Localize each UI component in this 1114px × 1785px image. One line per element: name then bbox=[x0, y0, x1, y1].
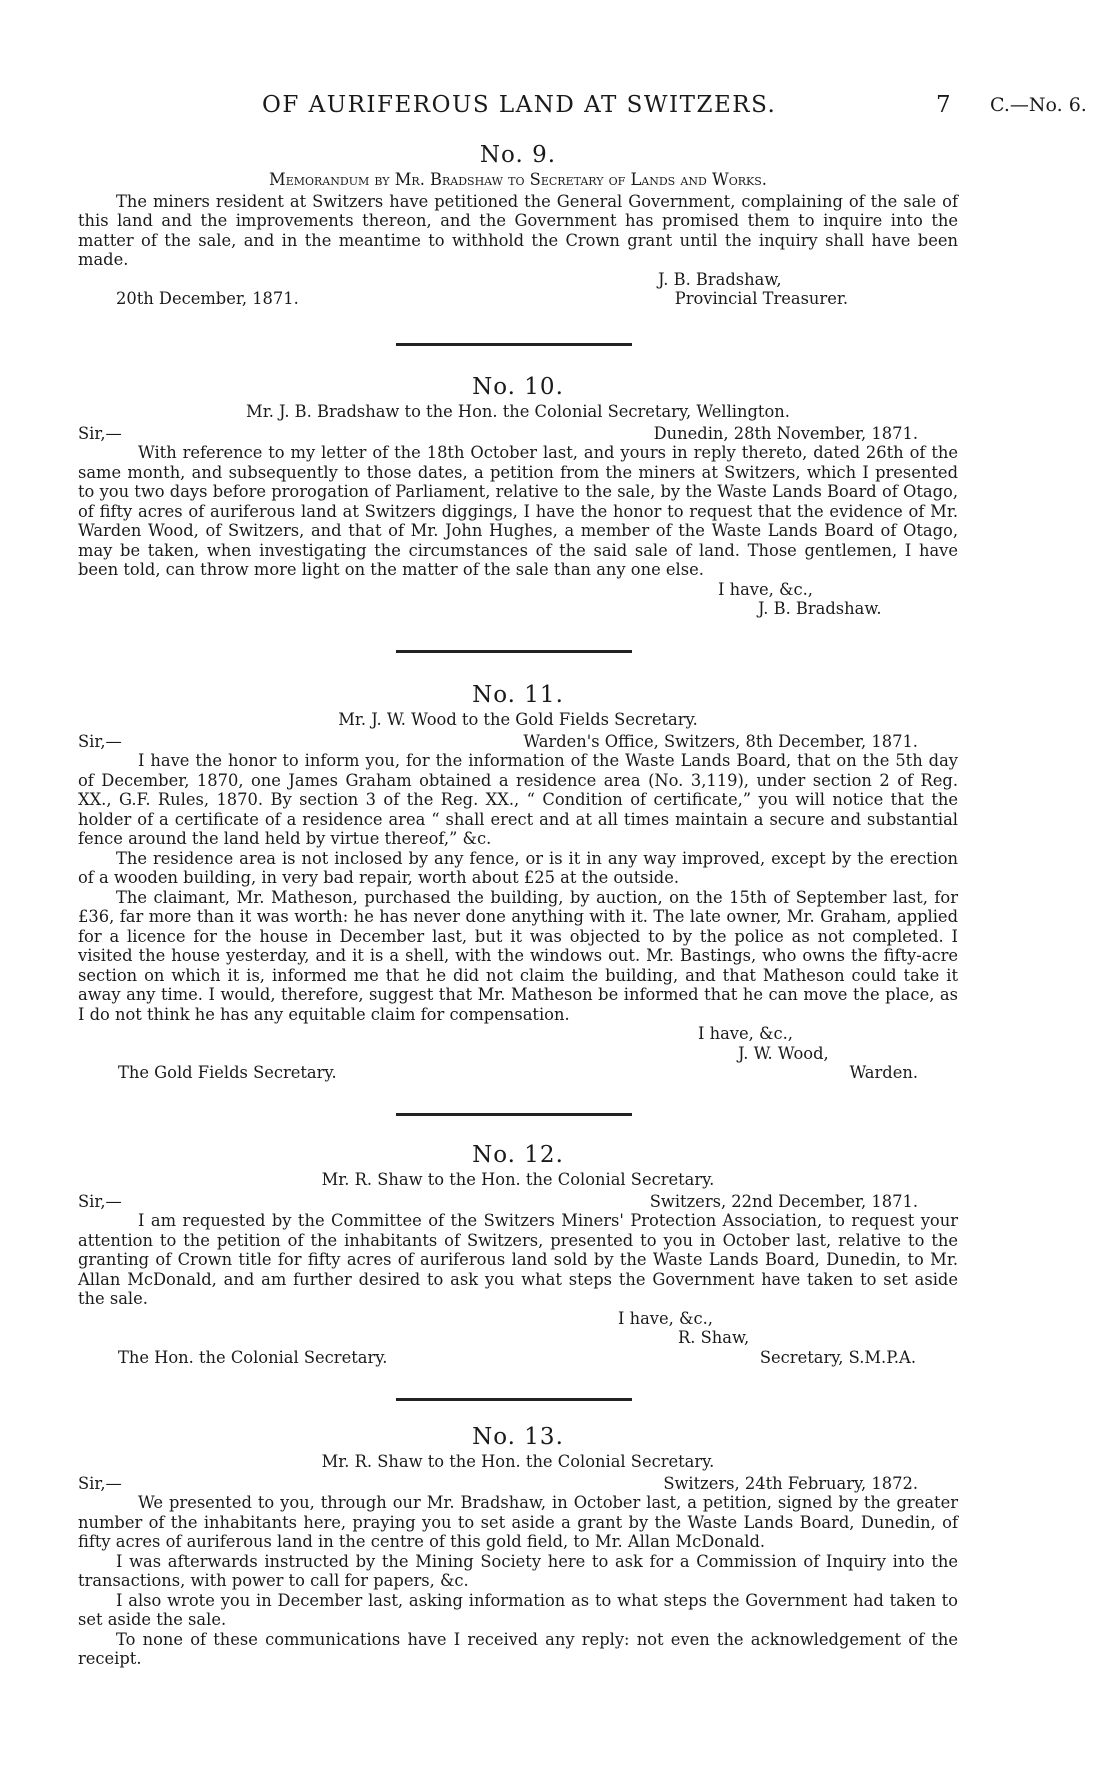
letter-body: With reference to my letter of the 18th October last, and yours in reply thereto, dated 26th of the same month, and subsequently to those dates, a petition from the miners at Switzers, which I presented to you two days before prorogation of Parliament, relative to the sale, by the Waste Lands Board of Otago, of fifty acres of auriferous land at Switzers diggings, I have the honor to request that the evidence of Mr. Warden Wood, of Switzers, and that of Mr. John Hughes, a member of the Waste Lands Board of Otago, may be taken, when investigating the circumstances of the said sale of land. Those gentlemen, I have been told, can throw more light on the matter of the sale than any one else. bbox=[78, 443, 958, 579]
section-heading: Mr. R. Shaw to the Hon. the Colonial Secretary. bbox=[321, 1452, 715, 1471]
section-number: No. 13. bbox=[472, 1424, 564, 1450]
section-no9 bbox=[78, 140, 958, 309]
letter-closing: I have, &c., bbox=[718, 579, 813, 599]
letter-paragraph: I have the honor to inform you, for the information of the Waste Lands Board, that on the 5th day of December, 1870, one James Graham obtained a residence area (No. 3,119), under section 2 of Reg. XX., G.F. Rules, 1870. By section 3 of the Reg. XX., “ Condition of certificate,” you will notice that the holder of a certificate of a residence area “ shall erect and at all times maintain a secure and substantial fence around the land held by virtue thereof,” &c. bbox=[78, 751, 958, 848]
salutation: Sir,— bbox=[78, 1191, 122, 1211]
signer-name: J. B. Bradshaw. bbox=[758, 599, 882, 618]
letter-closing: I have, &c., bbox=[698, 1024, 793, 1043]
signer-title: Warden. bbox=[849, 1063, 918, 1082]
section-divider bbox=[396, 650, 632, 653]
section-heading: Memorandum by Mr. Bradshaw to Secretary of Lands and Works. bbox=[269, 170, 767, 189]
salutation-row bbox=[78, 424, 958, 444]
section-no10 bbox=[78, 372, 958, 619]
salutation: Sir,— bbox=[78, 731, 122, 751]
letter-paragraph: The residence area is not inclosed by any fence, or is it in any way improved, except by the erection of a wooden building, in very bad repair, worth about £25 at the outside. bbox=[78, 848, 958, 887]
section-no13 bbox=[78, 1422, 958, 1669]
salutation-row bbox=[78, 1192, 958, 1212]
section-heading: Mr. J. B. Bradshaw to the Hon. the Colonial Secretary, Wellington. bbox=[246, 402, 790, 421]
signer-title: Secretary, S.M.P.A. bbox=[759, 1347, 916, 1367]
letter-paragraph: I also wrote you in December last, asking information as to what steps the Government had taken to set aside the sale. bbox=[78, 1590, 958, 1629]
letter-paragraph: To none of these communications have I received any reply: not even the acknowledgement of the receipt. bbox=[78, 1629, 958, 1668]
section-number: No. 10. bbox=[472, 374, 564, 400]
salutation-row bbox=[78, 732, 958, 752]
memo-date: 20th December, 1871. bbox=[116, 289, 299, 308]
addressee: The Hon. the Colonial Secretary. bbox=[118, 1347, 388, 1367]
letter-paragraph: The claimant, Mr. Matheson, purchased the building, by auction, on the 15th of September last, for £36, far more than it was worth: he has never done anything with it. The late owner, Mr. Graham, applied for a licence for the house in December last, but it was objected to by the police as not completed. I visited the house yesterday, and it is a shell, with the windows out. Mr. Bastings, who owns the fifty-acre section on which it is, informed me that he did not claim the building, and that Matheson could take it away any time. I would, therefore, suggest that Mr. Matheson be informed that he can move the place, as I do not think he has any equitable claim for compensation. bbox=[78, 887, 958, 1024]
letter-body: I am requested by the Committee of the Switzers Miners' Protection Association, to request your attention to the petition of the inhabitants of Switzers, presented to you in October last, relative to the granting of Crown title for fifty acres of auriferous land sold by the Waste Lands Board, Dunedin, to Mr. Allan McDonald, and am further desired to ask you what steps the Government have taken to set aside the sale. bbox=[78, 1211, 958, 1308]
addressee: The Gold Fields Secretary. bbox=[118, 1063, 337, 1082]
section-heading: Mr. J. W. Wood to the Gold Fields Secretary. bbox=[338, 710, 698, 729]
letter-paragraph: We presented to you, through our Mr. Bradshaw, in October last, a petition, signed by the greater number of the inhabitants here, praying you to set aside a grant by the Waste Lands Board, Dunedin, of fifty acres of auriferous land in the centre of this gold field, to Mr. Allan McDonald. bbox=[78, 1493, 958, 1551]
section-no12 bbox=[78, 1140, 958, 1367]
section-divider bbox=[396, 343, 632, 346]
letter-closing: I have, &c., bbox=[618, 1308, 713, 1328]
signer-name: J. W. Wood, bbox=[738, 1043, 829, 1063]
letter-footer bbox=[78, 1063, 958, 1083]
letter-address: Dunedin, 28th November, 1871. bbox=[653, 423, 918, 443]
section-heading: Mr. R. Shaw to the Hon. the Colonial Secretary. bbox=[321, 1170, 715, 1189]
section-number: No. 9. bbox=[479, 142, 557, 168]
salutation: Sir,— bbox=[78, 1473, 122, 1493]
signer-name: J. B. Bradshaw, bbox=[658, 269, 782, 289]
letter-paragraph: I was afterwards instructed by the Mining Society here to ask for a Commission of Inquiry into the transactions, with power to call for papers, &c. bbox=[78, 1551, 958, 1590]
page-header bbox=[0, 92, 1114, 128]
section-number: No. 12. bbox=[472, 1142, 564, 1168]
section-divider bbox=[396, 1113, 632, 1116]
section-no11 bbox=[78, 680, 958, 1083]
letter-footer bbox=[78, 1348, 958, 1368]
document-reference: C.—No. 6. bbox=[990, 94, 1087, 116]
salutation: Sir,— bbox=[78, 423, 122, 443]
letter-address: Switzers, 24th February, 1872. bbox=[663, 1473, 918, 1493]
signer-title: Provincial Treasurer. bbox=[674, 289, 848, 308]
page-number: 7 bbox=[936, 92, 951, 118]
running-title: OF AURIFEROUS LAND AT SWITZERS. bbox=[262, 92, 777, 118]
section-number: No. 11. bbox=[472, 682, 564, 708]
memo-footer bbox=[78, 289, 958, 309]
letter-address: Warden's Office, Switzers, 8th December, 1871. bbox=[523, 731, 918, 751]
letter-address: Switzers, 22nd December, 1871. bbox=[649, 1191, 918, 1211]
memo-body: The miners resident at Switzers have petitioned the General Government, complaining of the sale of this land and the improvements thereon, and the Government has promised them to inquire into the matter of the sale, and in the meantime to withhold the Crown grant until the inquiry shall have been made. bbox=[78, 191, 958, 269]
section-divider bbox=[396, 1398, 632, 1401]
salutation-row bbox=[78, 1474, 958, 1494]
signer-name: R. Shaw, bbox=[678, 1328, 750, 1347]
